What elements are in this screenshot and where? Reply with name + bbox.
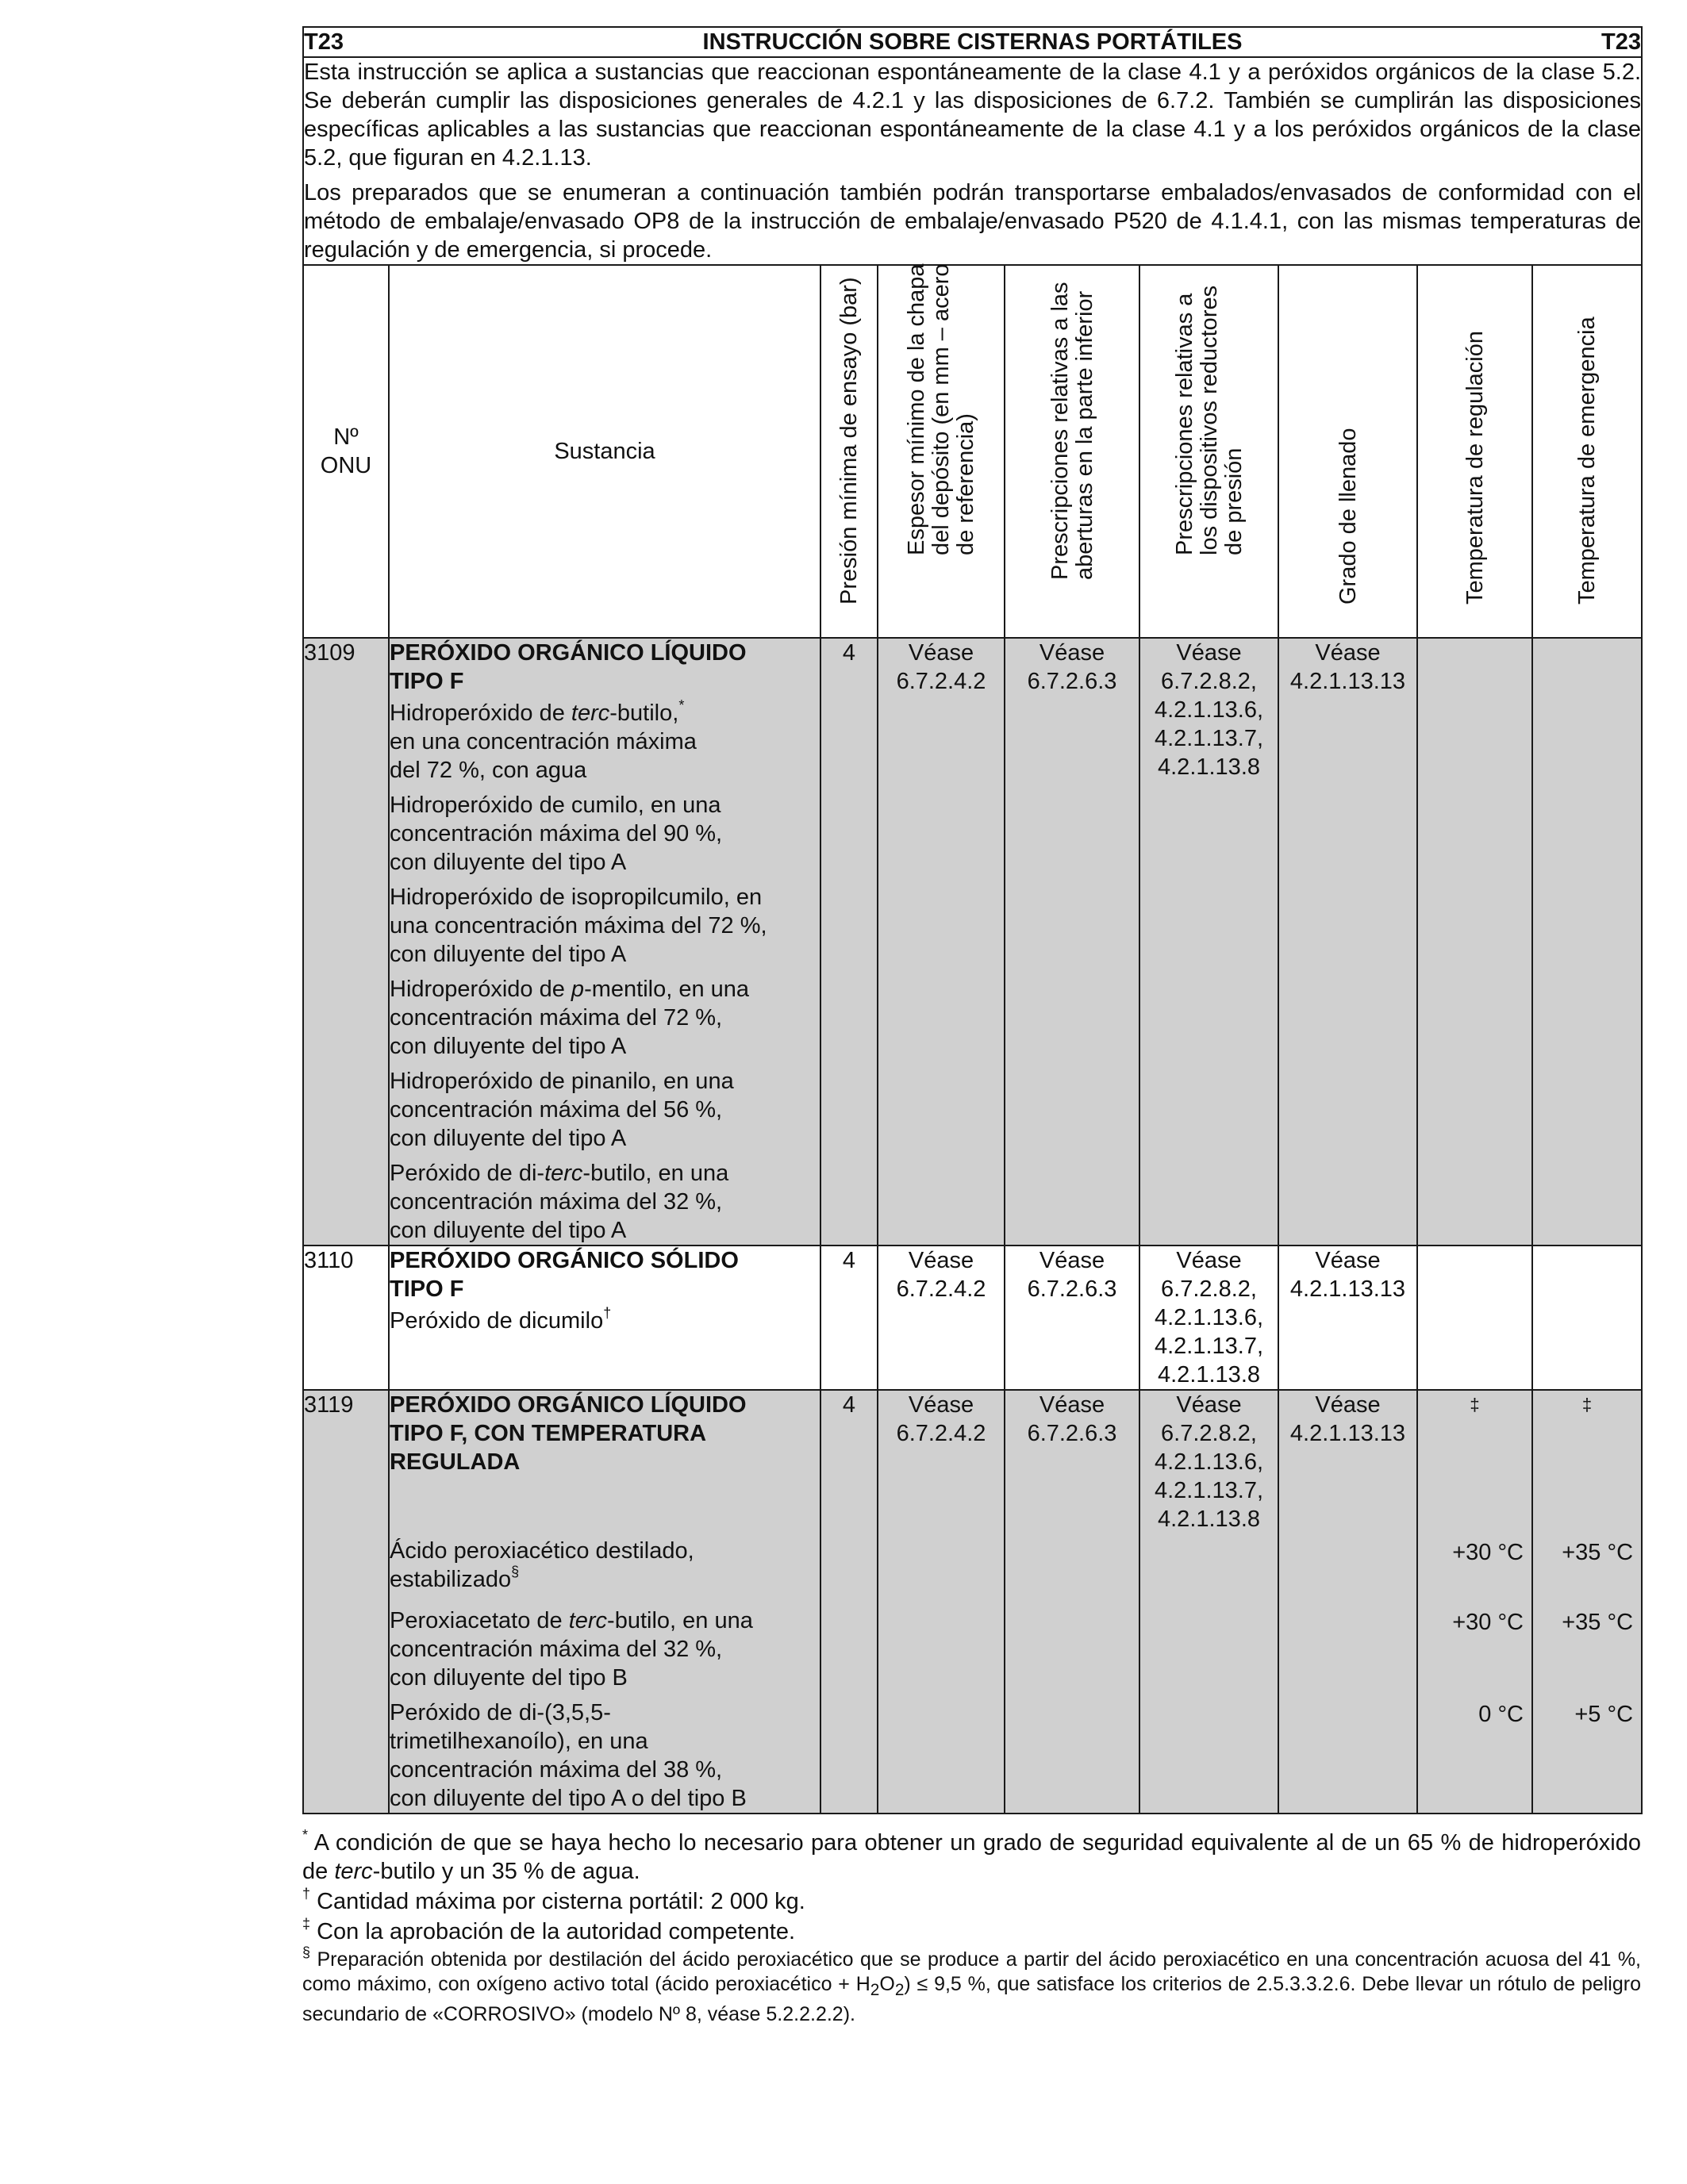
document-page — [302, 26, 1641, 2029]
control-temp-cell — [1417, 638, 1532, 1246]
item-italic: terc — [571, 700, 610, 726]
relief-ref — [1139, 1246, 1278, 1390]
substance-name-l1: PERÓXIDO ORGÁNICO LÍQUIDO — [390, 640, 747, 666]
item-text: con diluyente del tipo A — [390, 850, 627, 875]
footnote-mark: * — [302, 1827, 309, 1844]
item-text: Hidroperóxido de pinanilo, en una — [390, 1069, 734, 1094]
footnote-4 — [302, 1944, 1641, 2027]
see-label: Véase — [1176, 640, 1242, 666]
ref-value: 6.7.2.6.3 — [1027, 1276, 1117, 1302]
col-header-pressure-text: Presión mínima de ensayo (bar) — [836, 277, 862, 605]
column-header-row — [303, 265, 1642, 638]
footnote-text: -butilo y un 35 % de agua. — [372, 1859, 640, 1884]
item-italic: p — [571, 977, 585, 1002]
control-temp-value: 0 °C — [1478, 1702, 1524, 1727]
ref-value: 4.2.1.13.6, — [1154, 697, 1264, 723]
footnote-mark: † — [603, 1305, 612, 1322]
intro-row — [303, 57, 1642, 265]
col-header-bottom-openings — [1005, 265, 1139, 638]
footnote-mark: ‡ — [1581, 1395, 1593, 1414]
ref-value: 6.7.2.8.2, — [1161, 669, 1257, 694]
footnote-text: Preparación obtenida por destilación del ácido peroxiacético que se produce a partir del ácido peroxiacético en una concentración acuosa del 41 %, como máximo, con oxígeno activo total (ácido peroxiacético + H — [302, 1948, 1641, 1995]
see-label: Véase — [908, 640, 974, 666]
ref-value: 4.2.1.13.7, — [1154, 1478, 1264, 1503]
intro-paragraph-2: Los preparados que se enumeran a continuación también podrán transportarse embalados/envasados de conformidad con el método de embalaje/envasado OP8 de la instrucción de embalaje/envasado P520 de 4.1.4.1, con las mismas temperaturas de regulación y de emergencia, si procede. — [304, 180, 1642, 263]
ref-value: 4.2.1.13.8 — [1158, 1507, 1260, 1532]
emergency-temp-value: +35 °C — [1562, 1540, 1634, 1565]
preparation-item — [390, 699, 820, 785]
col-header-thickness-l3: de referencia) — [953, 413, 978, 555]
filling-ref — [1278, 638, 1417, 1246]
thickness-ref — [878, 1246, 1005, 1390]
un-number: 3109 — [303, 638, 389, 1246]
preparation-item — [390, 1606, 820, 1692]
bottom-ref — [1005, 1390, 1139, 1814]
item-text: trimetilhexanoílo), en una — [390, 1729, 648, 1754]
col-header-substance: Sustancia — [389, 265, 820, 638]
intro-cell — [303, 57, 1642, 265]
preparation-item — [390, 883, 820, 969]
item-text: Peróxido de di- — [390, 1161, 545, 1186]
preparation-item — [390, 1067, 820, 1153]
bottom-ref — [1005, 638, 1139, 1246]
footnote-italic: terc — [334, 1859, 373, 1884]
ref-value: 6.7.2.6.3 — [1027, 1421, 1117, 1446]
item-text: con diluyente del tipo A — [390, 1034, 627, 1059]
un-number: 3119 — [303, 1390, 389, 1814]
footnote-text: A condición de que se haya hecho lo necesario para obtener un grado de seguridad equivalente al de un 65 % de hidroperóxido de — [302, 1830, 1641, 1884]
emergency-temp-cell — [1532, 1390, 1642, 1814]
col-header-filling-text: Grado de llenado — [1335, 428, 1361, 605]
item-text: con diluyente del tipo A — [390, 942, 627, 967]
footnote-text: O — [879, 1973, 895, 1995]
footnote-mark: § — [511, 1564, 520, 1580]
ref-value: 6.7.2.4.2 — [896, 1421, 986, 1446]
item-text: -mentilo, en una — [584, 977, 750, 1002]
substance-name-l3: REGULADA — [390, 1449, 521, 1475]
footnote-2 — [302, 1887, 1641, 1916]
ref-value: 4.2.1.13.6, — [1154, 1305, 1264, 1330]
pressure-value: 4 — [820, 1390, 878, 1814]
preparation-item — [390, 791, 820, 877]
item-text: concentración máxima del 56 %, — [390, 1097, 723, 1123]
item-italic: terc — [544, 1161, 583, 1186]
control-temp-cell — [1417, 1246, 1532, 1390]
item-text: del 72 %, con agua — [390, 758, 587, 783]
preparation-item — [390, 1307, 820, 1335]
ref-value: 4.2.1.13.13 — [1289, 1421, 1406, 1446]
item-text: Hidroperóxido de — [390, 977, 571, 1002]
item-text: Peróxido de dicumilo — [390, 1308, 604, 1334]
footnote-subscript: 2 — [894, 1981, 905, 1999]
see-label: Véase — [1315, 640, 1381, 666]
substance-cell — [389, 1390, 820, 1814]
see-label: Véase — [908, 1392, 974, 1418]
ref-value: 4.2.1.13.6, — [1154, 1449, 1264, 1475]
substance-name-l1: PERÓXIDO ORGÁNICO LÍQUIDO — [390, 1392, 747, 1418]
substance-name-l2: TIPO F — [390, 669, 464, 694]
col-header-control-temp-text: Temperatura de regulación — [1462, 331, 1488, 605]
see-label: Véase — [1039, 640, 1105, 666]
substance-name-l2: TIPO F, CON TEMPERATURA — [390, 1421, 707, 1446]
item-text: con diluyente del tipo A o del tipo B — [390, 1786, 747, 1811]
ref-value: 6.7.2.4.2 — [896, 1276, 986, 1302]
col-header-thickness-l2: del depósito (en mm – acero — [928, 263, 954, 555]
ref-value: 4.2.1.13.7, — [1154, 1334, 1264, 1359]
item-text: con diluyente del tipo B — [390, 1665, 628, 1691]
item-text: concentración máxima del 72 %, — [390, 1005, 723, 1031]
col-header-un-line2: ONU — [320, 453, 372, 478]
emergency-temp-value: +5 °C — [1574, 1702, 1634, 1727]
col-header-filling — [1278, 265, 1417, 638]
instruction-code-left: T23 — [304, 29, 344, 55]
item-italic: terc — [568, 1608, 608, 1633]
col-header-emergency-temp-text: Temperatura de emergencia — [1574, 317, 1601, 605]
pressure-value: 4 — [820, 638, 878, 1246]
preparation-item — [390, 1159, 820, 1245]
ref-value: 4.2.1.13.7, — [1154, 726, 1264, 751]
col-header-thickness-l1: Espesor mínimo de la chapa — [904, 263, 929, 555]
filling-ref — [1278, 1246, 1417, 1390]
relief-ref — [1139, 638, 1278, 1246]
title-cell — [303, 27, 1642, 57]
col-header-control-temp — [1417, 265, 1532, 638]
footnote-subscript: 2 — [870, 1981, 880, 1999]
footnote-3 — [302, 1917, 1641, 1946]
pressure-value: 4 — [820, 1246, 878, 1390]
ref-value: 4.2.1.13.13 — [1289, 1276, 1406, 1302]
footnote-text: Cantidad máxima por cisterna portátil: 2 000 kg. — [310, 1889, 805, 1914]
item-text: con diluyente del tipo A — [390, 1218, 627, 1243]
table-row-3110 — [303, 1246, 1642, 1390]
see-label: Véase — [1039, 1248, 1105, 1273]
item-text: Hidroperóxido de isopropilcumilo, en — [390, 885, 763, 910]
ref-value: 6.7.2.8.2, — [1161, 1276, 1257, 1302]
intro-paragraph-1: Esta instrucción se aplica a sustancias que reaccionan espontáneamente de la clase 4.1 y a peróxidos orgánicos de la clase 5.2. Se deberán cumplir las disposiciones generales de 4.2.1 y las disposiciones de 6.7.2. También se cumplirán las disposiciones específicas aplicables a las sustancias que reaccionan espontáneamente de la clase 4.1 y a los peróxidos orgánicos de la clase 5.2, que figuran en 4.2.1.13. — [304, 59, 1642, 171]
col-header-bottom-l1: Prescripciones relativas a las — [1047, 282, 1073, 580]
item-text: -butilo, en una — [607, 1608, 753, 1633]
filling-ref — [1278, 1390, 1417, 1814]
footnote-mark: § — [302, 1944, 311, 1960]
substance-name-l2: TIPO F — [390, 1276, 464, 1302]
col-header-relief-l2: los dispositivos reductores — [1196, 285, 1222, 555]
title-row — [303, 27, 1642, 57]
item-text: estabilizado — [390, 1567, 512, 1592]
footnote-mark: ‡ — [302, 1916, 311, 1933]
see-label: Véase — [1315, 1248, 1381, 1273]
substance-cell — [389, 638, 820, 1246]
col-header-pressure-relief — [1139, 265, 1278, 638]
item-text: -butilo, en una — [582, 1161, 729, 1186]
thickness-ref — [878, 1390, 1005, 1814]
substance-name — [390, 1391, 820, 1476]
footnote-1 — [302, 1829, 1641, 1886]
table-row-3109 — [303, 638, 1642, 1246]
un-number: 3110 — [303, 1246, 389, 1390]
item-text: Peróxido de di-(3,5,5- — [390, 1700, 611, 1725]
footnote-text: ) ≤ 9,5 %, que satisface los criterios de 2.5.3.3.2.6. Debe llevar un rótulo de peligro secundario de «CORROSIVO» (modelo Nº 8, véase 5.2.2.2.2). — [302, 1973, 1641, 2025]
footnotes — [302, 1829, 1641, 2027]
item-text: concentración máxima del 90 %, — [390, 821, 723, 846]
col-header-pressure — [820, 265, 878, 638]
col-header-bottom-l2: aberturas en la parte inferior — [1072, 290, 1097, 580]
instruction-title: INSTRUCCIÓN SOBRE CISTERNAS PORTÁTILES — [702, 29, 1243, 55]
emergency-temp-value: +35 °C — [1562, 1610, 1634, 1635]
col-header-thickness — [878, 265, 1005, 638]
relief-ref — [1139, 1390, 1278, 1814]
item-text: concentración máxima del 32 %, — [390, 1189, 723, 1215]
item-text: Hidroperóxido de cumilo, en una — [390, 793, 721, 818]
substance-name — [390, 1246, 820, 1303]
col-header-relief-l3: de presión — [1220, 447, 1247, 555]
item-text: una concentración máxima del 72 %, — [390, 913, 767, 938]
ref-value: 6.7.2.6.3 — [1027, 669, 1117, 694]
ref-value: 4.2.1.13.13 — [1289, 669, 1406, 694]
t23-table — [302, 26, 1643, 1814]
item-text: Peroxiacetato de — [390, 1608, 569, 1633]
ref-value: 6.7.2.8.2, — [1161, 1421, 1257, 1446]
col-header-emergency-temp — [1532, 265, 1642, 638]
see-label: Véase — [908, 1248, 974, 1273]
see-label: Véase — [1176, 1248, 1242, 1273]
see-label: Véase — [1039, 1392, 1105, 1418]
item-text: Ácido peroxiacético destilado, — [390, 1538, 694, 1564]
item-text: concentración máxima del 32 %, — [390, 1637, 723, 1662]
item-text: Hidroperóxido de — [390, 700, 571, 726]
item-text: -butilo, — [609, 700, 679, 726]
footnote-mark: ‡ — [1470, 1395, 1480, 1414]
substance-name-l1: PERÓXIDO ORGÁNICO SÓLIDO — [390, 1248, 739, 1273]
substance-name — [390, 639, 820, 696]
col-header-un-line1: Nº — [333, 424, 359, 450]
col-header-relief-l1: Prescripciones relativas a — [1171, 293, 1197, 555]
emergency-temp-cell — [1532, 1246, 1642, 1390]
emergency-temp-cell — [1532, 638, 1642, 1246]
control-temp-value: +30 °C — [1452, 1610, 1524, 1635]
control-temp-cell — [1417, 1390, 1532, 1814]
footnote-mark: † — [302, 1886, 311, 1902]
ref-value: 6.7.2.4.2 — [896, 669, 986, 694]
thickness-ref — [878, 638, 1005, 1246]
preparation-item — [390, 1698, 820, 1813]
col-header-un — [303, 265, 389, 638]
substance-cell — [389, 1246, 820, 1390]
footnote-mark: * — [678, 697, 685, 714]
item-text: concentración máxima del 38 %, — [390, 1757, 723, 1783]
control-temp-value: +30 °C — [1452, 1540, 1524, 1565]
bottom-ref — [1005, 1246, 1139, 1390]
instruction-code-right: T23 — [1601, 29, 1642, 55]
item-text: con diluyente del tipo A — [390, 1126, 627, 1151]
footnote-text: Con la aprobación de la autoridad competente. — [310, 1919, 796, 1944]
ref-value: 4.2.1.13.8 — [1158, 754, 1260, 780]
table-row-3119 — [303, 1390, 1642, 1814]
preparation-item — [390, 1537, 820, 1600]
preparation-item — [390, 975, 820, 1061]
item-text: en una concentración máxima — [390, 729, 697, 754]
see-label: Véase — [1176, 1392, 1242, 1418]
see-label: Véase — [1315, 1392, 1381, 1418]
ref-value: 4.2.1.13.8 — [1158, 1362, 1260, 1388]
